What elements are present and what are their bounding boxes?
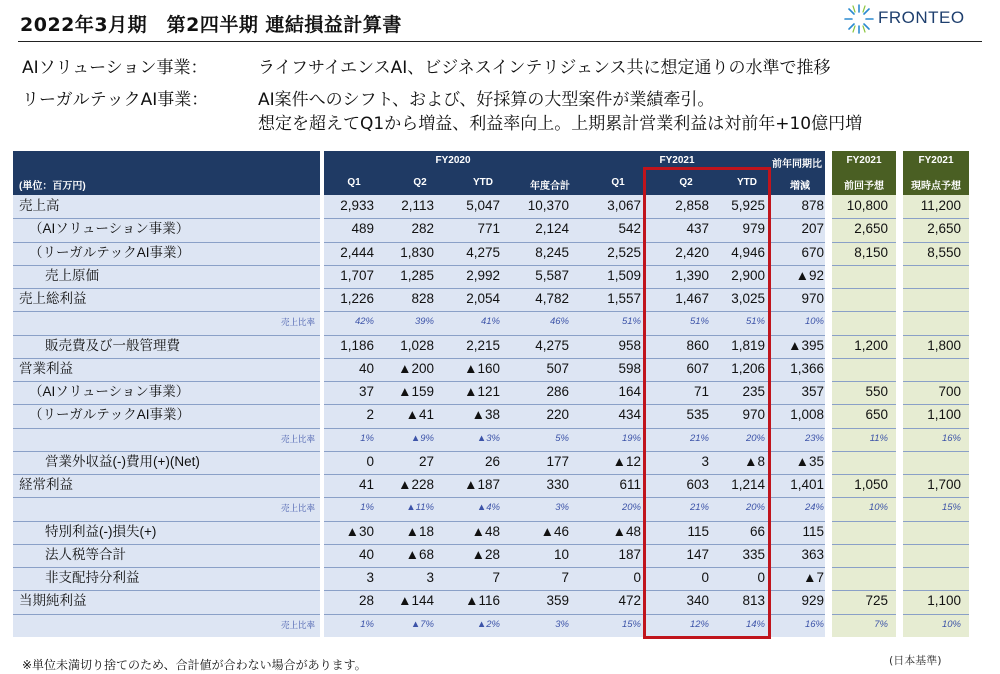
table-cell: 7% (874, 618, 888, 630)
row-label: 売上原価 (45, 267, 99, 283)
row-label: 当期純利益 (19, 593, 87, 609)
table-cell: 4,275 (466, 244, 500, 260)
table-cell: 7 (492, 570, 500, 585)
table-cell: 37 (358, 384, 374, 399)
table-cell: 11,200 (920, 198, 961, 213)
table-cell: 550 (865, 384, 888, 399)
table-cell: 2,900 (731, 267, 765, 283)
table-cell: 16% (804, 618, 824, 630)
table-cell: 5% (555, 432, 569, 444)
ratio-row (13, 497, 969, 519)
table-cell: 26 (484, 453, 500, 469)
table-cell: 359 (546, 593, 569, 609)
table-cell: 3,067 (607, 198, 641, 213)
table-cell: 970 (801, 291, 824, 306)
table-cell: 187 (618, 546, 641, 562)
table-cell: 3 (426, 570, 434, 585)
table-cell: 0 (757, 570, 765, 585)
table-cell: 27 (418, 453, 434, 469)
table-cell: ▲7 (803, 570, 824, 585)
unit-label: (単位：百万円) (19, 181, 86, 192)
table-cell: 23% (804, 432, 824, 444)
row-label: 営業外収益(-)費用(+)(Net) (45, 453, 200, 469)
table-cell: 700 (938, 384, 961, 399)
table-cell: 3 (366, 570, 374, 585)
table-cell: 2,933 (340, 198, 374, 213)
table-cell: 2,054 (466, 291, 500, 306)
table-row (13, 567, 969, 589)
table-cell: ▲395 (788, 337, 824, 353)
table-cell: 1,100 (927, 593, 961, 609)
table-cell: 46% (549, 316, 569, 328)
yoy-label: 前年同期比 (772, 159, 822, 170)
table-cell: ▲159 (398, 384, 434, 399)
table-cell: 115 (802, 523, 824, 539)
col-yoy-change: 増減 (790, 181, 810, 192)
table-cell: 66 (749, 523, 765, 539)
table-cell: 51% (689, 316, 709, 328)
table-cell: 1,800 (927, 337, 961, 353)
table-cell: 725 (865, 593, 888, 609)
accounting-standard-note: (日本基準) (889, 654, 942, 667)
row-label: 売上比率 (280, 503, 315, 514)
table-cell: 39% (414, 316, 434, 328)
summary-label: AIソリューション事業： (22, 58, 208, 78)
table-cell: 1,050 (854, 477, 888, 492)
label-header (13, 151, 320, 195)
table-cell: 4,782 (535, 291, 569, 306)
table-cell: 10,800 (846, 198, 888, 213)
table-row (13, 451, 969, 473)
table-cell: 1,700 (927, 477, 961, 492)
table-cell: 958 (618, 337, 641, 353)
fronteo-logo (842, 2, 992, 36)
table-row (13, 474, 969, 496)
table-cell: 489 (351, 221, 374, 237)
table-cell: 115 (687, 523, 709, 539)
table-cell: 771 (477, 221, 500, 237)
table-cell: 16% (941, 432, 961, 444)
table-cell: 164 (618, 384, 641, 399)
table-cell: 2,525 (607, 244, 641, 260)
table-cell: 5,925 (731, 198, 765, 213)
table-cell: ▲30 (345, 523, 374, 539)
table-cell: 1,028 (400, 337, 434, 353)
cur-forecast-label: FY2021 (918, 155, 954, 166)
col-q2: Q2 (679, 177, 693, 188)
table-cell: ▲121 (464, 384, 500, 399)
row-label: 法人税等合計 (45, 546, 126, 562)
table-cell: 330 (546, 477, 569, 492)
table-cell: ▲68 (405, 546, 434, 562)
table-cell: 598 (618, 360, 641, 376)
table-row (13, 590, 969, 612)
table-cell: 0 (366, 453, 374, 469)
table-cell: 8,245 (535, 244, 569, 260)
table-cell: 472 (618, 593, 641, 609)
table-cell: 1% (360, 502, 374, 514)
col-ytd: YTD (737, 177, 757, 188)
table-cell: 1,819 (731, 337, 765, 353)
table-cell: 71 (693, 384, 709, 399)
table-cell: 1,830 (400, 244, 434, 260)
table-cell: 235 (742, 384, 765, 399)
ratio-row (13, 311, 969, 333)
table-cell: ▲18 (405, 523, 434, 539)
row-label: 販売費及び一般管理費 (45, 337, 180, 353)
sunburst-icon (842, 2, 876, 36)
table-cell: 7 (561, 570, 569, 585)
table-cell: 40 (358, 360, 374, 376)
summary-ai-solution (22, 56, 862, 80)
table-cell: 2,992 (466, 267, 500, 283)
table-cell: ▲160 (464, 360, 500, 376)
fy2020-label: FY2020 (435, 155, 471, 166)
table-cell: 1,390 (675, 267, 709, 283)
table-cell: 14% (745, 618, 765, 630)
ratio-row (13, 428, 969, 450)
table-cell: 282 (411, 221, 434, 237)
table-cell: 357 (801, 384, 824, 399)
table-cell: 340 (686, 593, 709, 609)
table-cell: 21% (689, 502, 709, 514)
table-cell: 1,707 (340, 267, 374, 283)
table-cell: ▲228 (398, 477, 434, 492)
table-row (13, 404, 969, 426)
col-q2: Q2 (413, 177, 427, 188)
table-cell: ▲2% (476, 618, 500, 630)
table-cell: 860 (686, 337, 709, 353)
table-cell: 41 (358, 477, 374, 492)
table-cell: 5,047 (466, 198, 500, 213)
table-cell: 4,275 (535, 337, 569, 353)
table-row (13, 288, 969, 310)
table-cell: 1,285 (400, 267, 434, 283)
prev-forecast-header (832, 151, 896, 195)
table-cell: 1,467 (675, 291, 709, 306)
table-cell: 437 (686, 221, 709, 237)
table-cell: 670 (801, 244, 824, 260)
row-label: （リーガルテックAI事業） (29, 244, 190, 260)
table-cell: 286 (546, 384, 569, 399)
table-cell: 607 (686, 360, 709, 376)
table-cell: 8,550 (927, 244, 961, 260)
table-cell: ▲7% (410, 618, 434, 630)
table-cell: ▲46 (540, 523, 569, 539)
highlight-frame (643, 167, 771, 639)
table-cell: 0 (701, 570, 709, 585)
table-cell: ▲92 (795, 267, 824, 283)
table-cell: ▲38 (471, 407, 500, 423)
table-cell: ▲8 (744, 453, 765, 469)
table-row (13, 381, 969, 403)
table-cell: 11% (869, 432, 888, 444)
table-cell: ▲144 (398, 593, 434, 609)
table-cell: 2,650 (927, 221, 961, 237)
table-cell: 3% (555, 618, 569, 630)
table-cell: 42% (354, 316, 374, 328)
table-cell: 0 (633, 570, 641, 585)
table-cell: 2,113 (401, 198, 434, 213)
table-cell: 5,587 (535, 267, 569, 283)
table-cell: ▲28 (471, 546, 500, 562)
table-cell: 929 (801, 593, 824, 609)
table-cell: 2,124 (535, 221, 569, 237)
table-cell: 41% (480, 316, 500, 328)
table-cell: 2,420 (675, 244, 709, 260)
table-cell: ▲4% (476, 502, 500, 514)
table-cell: 147 (686, 546, 709, 562)
col-q1: Q1 (347, 177, 361, 188)
table-cell: ▲9% (410, 432, 434, 444)
prev-forecast-label: FY2021 (846, 155, 882, 166)
table-cell: 2,650 (854, 221, 888, 237)
table-cell: ▲11% (406, 502, 434, 514)
prev-forecast-sub: 前回予想 (844, 181, 884, 192)
table-cell: 603 (686, 477, 709, 492)
col-ytd: YTD (473, 177, 493, 188)
table-cell: 1% (360, 432, 374, 444)
table-cell: ▲35 (795, 453, 824, 469)
fy2021-label: FY2021 (659, 155, 695, 166)
table-cell: 51% (745, 316, 765, 328)
table-cell: 1,401 (790, 477, 824, 492)
table-row (13, 521, 969, 543)
row-label: 特別利益(-)損失(+) (45, 523, 157, 539)
row-label: （AIソリューション事業） (29, 384, 190, 399)
table-row (13, 195, 969, 217)
table-row (13, 242, 969, 264)
summary-text: AI案件へのシフト、および、好採算の大型案件が業績牽引。 (258, 90, 715, 110)
table-cell: 2,444 (340, 244, 374, 260)
table-cell: 10 (553, 546, 569, 562)
table-row (13, 335, 969, 357)
table-cell: 40 (358, 546, 374, 562)
table-row (13, 265, 969, 287)
table-cell: 2,215 (466, 337, 500, 353)
row-label: （リーガルテックAI事業） (29, 407, 190, 423)
table-cell: ▲3% (476, 432, 500, 444)
table-cell: ▲12 (612, 453, 641, 469)
table-cell: 2,858 (675, 198, 709, 213)
table-cell: 4,946 (731, 244, 765, 260)
table-row (13, 544, 969, 566)
table-cell: 363 (801, 546, 824, 562)
table-cell: 24% (804, 502, 824, 514)
table-cell: 1,366 (790, 360, 824, 376)
table-cell: 2 (366, 407, 374, 423)
table-cell: 8,150 (854, 244, 888, 260)
table-row (13, 358, 969, 380)
table-cell: 434 (618, 407, 641, 423)
table-cell: 970 (742, 407, 765, 423)
row-label: 経常利益 (19, 477, 73, 492)
table-cell: 220 (546, 407, 569, 423)
table-cell: 507 (546, 360, 569, 376)
table-cell: 19% (621, 432, 641, 444)
table-cell: 650 (865, 407, 888, 423)
summary-label: リーガルテックAI事業： (22, 90, 209, 110)
table-cell: 177 (546, 453, 569, 469)
table-cell: 1,214 (731, 477, 765, 492)
fy2020-header (324, 151, 582, 195)
table-cell: 10% (804, 316, 824, 328)
table-cell: 1,200 (854, 337, 888, 353)
table-cell: 3,025 (731, 291, 765, 306)
row-label: （AIソリューション事業） (29, 221, 190, 237)
ratio-row (13, 614, 969, 636)
table-cell: 979 (742, 221, 765, 237)
cur-forecast-sub: 現時点予想 (911, 181, 961, 192)
table-cell: 10,370 (527, 198, 569, 213)
table-cell: ▲48 (471, 523, 500, 539)
table-cell: ▲41 (405, 407, 434, 423)
title-divider (18, 41, 982, 42)
row-label: 売上総利益 (19, 291, 87, 306)
table-cell: 10% (868, 502, 888, 514)
table-cell: 1,008 (790, 407, 824, 423)
table-cell: 15% (621, 618, 641, 630)
table-cell: 1,226 (340, 291, 374, 306)
table-cell: 1,206 (731, 360, 765, 376)
table-cell: 1,100 (927, 407, 961, 423)
table-cell: ▲187 (464, 477, 500, 492)
table-cell: 21% (689, 432, 709, 444)
table-cell: ▲200 (398, 360, 434, 376)
table-cell: 1% (360, 618, 374, 630)
table-cell: 12% (689, 618, 709, 630)
row-label: 営業利益 (19, 360, 73, 376)
table-cell: 878 (801, 198, 824, 213)
col-full-year: 年度合計 (530, 181, 570, 192)
table-cell: 828 (411, 291, 434, 306)
table-cell: 3% (555, 502, 569, 514)
summary-section (22, 56, 862, 136)
table-cell: 1,557 (607, 291, 641, 306)
table-cell: 207 (801, 221, 824, 237)
row-label: 売上比率 (280, 433, 315, 444)
table-cell: 1,186 (340, 337, 374, 353)
row-label: 売上比率 (280, 317, 315, 328)
page-title: 2022年3月期 第2四半期 連結損益計算書 (20, 14, 402, 36)
table-cell: 542 (618, 221, 641, 237)
table-cell: 10% (941, 618, 961, 630)
table-row (13, 218, 969, 240)
table-cell: 535 (686, 407, 709, 423)
table-cell: 20% (745, 502, 765, 514)
row-label: 売上比率 (280, 619, 315, 630)
col-q1: Q1 (611, 177, 625, 188)
table-cell: 3 (701, 453, 709, 469)
table-cell: ▲116 (465, 593, 500, 609)
summary-text-line2: 想定を超えてQ1から増益、利益率向上。上期累計営業利益は対前年+10億円増 (258, 114, 863, 134)
table-cell: 335 (742, 546, 765, 562)
table-cell: 51% (621, 316, 641, 328)
cur-forecast-header (903, 151, 969, 195)
table-cell: 1,509 (607, 267, 641, 283)
footnote: ※単位未満切り捨てのため、合計値が合わない場合があります。 (22, 658, 367, 672)
table-cell: 15% (941, 502, 961, 514)
table-cell: 20% (621, 502, 641, 514)
row-label: 売上高 (19, 198, 60, 213)
row-label: 非支配持分利益 (45, 570, 140, 585)
table-cell: 611 (619, 477, 641, 492)
logo-text: FRONTEO (878, 8, 965, 27)
summary-text: ライフサイエンスAI、ビジネスインテリジェンス共に想定通りの水準で推移 (258, 58, 831, 78)
table-cell: 20% (745, 432, 765, 444)
summary-legaltech (22, 88, 862, 136)
table-cell: 28 (358, 593, 374, 609)
table-cell: 813 (742, 593, 765, 609)
table-cell: ▲48 (612, 523, 641, 539)
